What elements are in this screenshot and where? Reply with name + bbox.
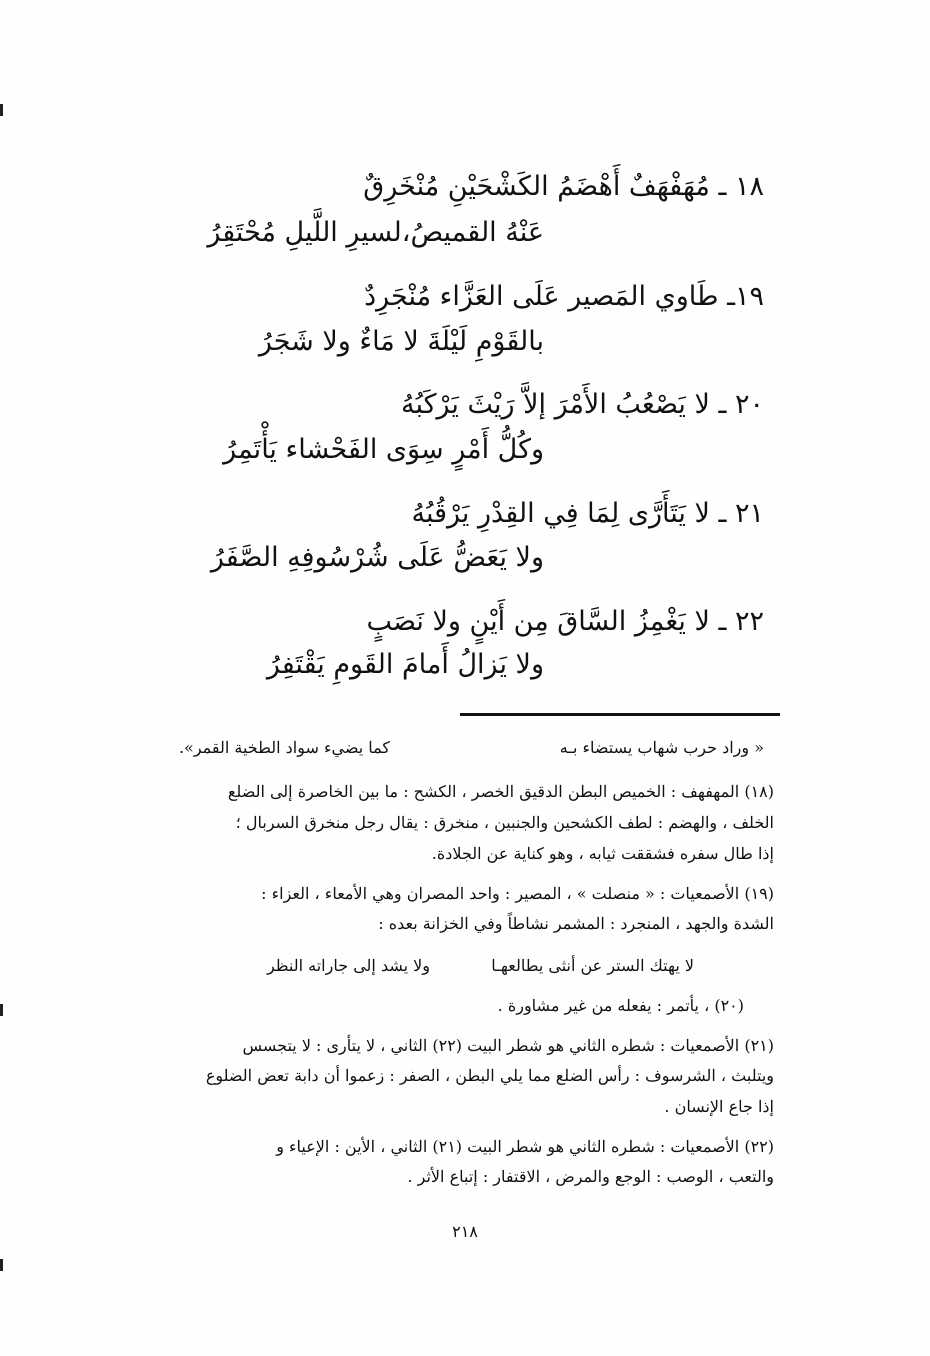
verse-21-first-hemistich: ٢١ ـ لا يَتَأَرَّى لِمَا فِي القِدْرِ يَرْقُبُهُ (411, 498, 764, 529)
hemistich-text: عَنْهُ القميصُ،لسيرِ اللَّيلِ مُحْتَقِرُ (207, 217, 544, 248)
verse-number: ٢١ (734, 498, 764, 529)
footnote-21-line: إذا جاع الإنسان . (664, 1097, 774, 1116)
hemistich-text: لا يَغْمِزُ السَّاقَ مِن أَيْنٍ ولا نَصَبٍ (366, 606, 710, 637)
quote-first-hemistich: « وراد حرب شهاب يستضاء بـه (559, 738, 764, 757)
quote-second-hemistich: كما يضيء سواد الطخية القمر». (178, 738, 390, 757)
scan-edge-mark (0, 104, 3, 116)
verse-22-second-hemistich (267, 648, 544, 682)
footnote-19-line: (١٩) الأصمعيات : « منصلت » ، المصير : واحد المصران وهي الأمعاء ، العزاء : (261, 884, 774, 903)
verse-number: ١٩ (734, 281, 764, 312)
hemistich-text: طَاوي المَصير عَلَى العَزَّاء مُنْجَرِدٌ (364, 281, 719, 312)
footnote-quote-second: ولا يشد إلى جاراته النظر (266, 956, 430, 975)
hemistich-text: بالقَوْمِ لَيْلَةَ لا مَاءٌ ولا شَجَرُ (258, 326, 544, 357)
verse-19-first-hemistich: ١٩ـ طَاوي المَصير عَلَى العَزَّاء مُنْجَرِدٌ (364, 281, 764, 312)
footnote-18-line: إذا طال سفره فشققت ثيابه ، وهو كناية عن الجلادة. (431, 844, 774, 863)
footnote-20-line: (٢٠) ، يأتمر : يفعله من غير مشاورة . (497, 996, 744, 1015)
hemistich-text: ولا يَزالُ أَمامَ القَومِ يَقْتَفِرُ (266, 649, 544, 680)
hemistich-text: وكُلُّ أَمْرٍ سِوَى الفَحْشاء يَأْتَمِرُ (223, 434, 544, 465)
footnote-22-line: (٢٢) الأصمعيات : شطره الثاني هو شطر البيت (٢١) الثاني ، الأين : الإعياء و (276, 1137, 774, 1156)
scan-edge-mark (0, 1259, 3, 1271)
footnote-19-line: الشدة والجهد ، المنجرد : المشمر نشاطاً وفي الخزانة بعده : (378, 914, 774, 933)
footnote-18-line: الخلف ، والهضم : لطف الكشحين والجنبين ، منخرق : يقال رجل منخرق السربال ؛ (235, 813, 774, 832)
verse-18-second-hemistich (207, 216, 544, 250)
hemistich-text: ولا يَعَضُّ عَلَى شُرْسُوفِهِ الصَّفَرُ (210, 542, 544, 573)
scan-edge-mark (0, 1004, 3, 1016)
footnote-21-line: (٢١) الأصمعيات : شطره الثاني هو شطر البيت (٢٢) الثاني ، لا يتأرى : لا يتجسس (242, 1036, 774, 1055)
verse-19-second-hemistich (259, 325, 544, 359)
hemistich-text: مُهَفْهَفٌ أَهْضَمُ الكَشْحَيْنِ مُنْخَرِقٌ (363, 171, 710, 202)
footnote-quote-first: لا يهتك الستر عن أنثى يطالعهـا (491, 956, 694, 975)
verse-number: ١٨ (734, 171, 764, 202)
verse-20-first-hemistich: ٢٠ ـ لا يَصْعُبُ الأَمْرَ إلاَّ رَيْثَ يَرْكَبُهُ (400, 389, 764, 420)
verse-20-second-hemistich (223, 433, 544, 467)
footnote-18-line: (١٨) المهفهف : الخميص البطن الدقيق الخصر ، الكشح : ما بين الخاصرة إلى الضلع (227, 782, 774, 801)
footnote-separator (460, 713, 780, 716)
page-number: ٢١٨ (452, 1222, 478, 1241)
footnote-22-line: والتعب ، الوصب : الوجع والمرض ، الاقتفار : إتباع الأثر . (407, 1167, 774, 1186)
hemistich-text: لا يَتَأَرَّى لِمَا فِي القِدْرِ يَرْقُبُهُ (411, 498, 710, 529)
verse-number: ٢٠ (734, 389, 764, 420)
verse-number: ٢٢ (734, 606, 764, 637)
hemistich-text: لا يَصْعُبُ الأَمْرَ إلاَّ رَيْثَ يَرْكَبُهُ (400, 389, 710, 420)
verse-21-second-hemistich (211, 541, 544, 575)
footnote-21-line: ويتلبث ، الشرسوف : رأس الضلع مما يلي البطن ، الصفر : زعموا أن دابة تعض الضلوع (205, 1066, 774, 1085)
verse-18-first-hemistich: ١٨ ـ مُهَفْهَفٌ أَهْضَمُ الكَشْحَيْنِ مُنْخَرِقٌ (363, 171, 764, 202)
verse-22-first-hemistich: ٢٢ ـ لا يَغْمِزُ السَّاقَ مِن أَيْنٍ ولا نَصَبٍ (366, 606, 764, 637)
